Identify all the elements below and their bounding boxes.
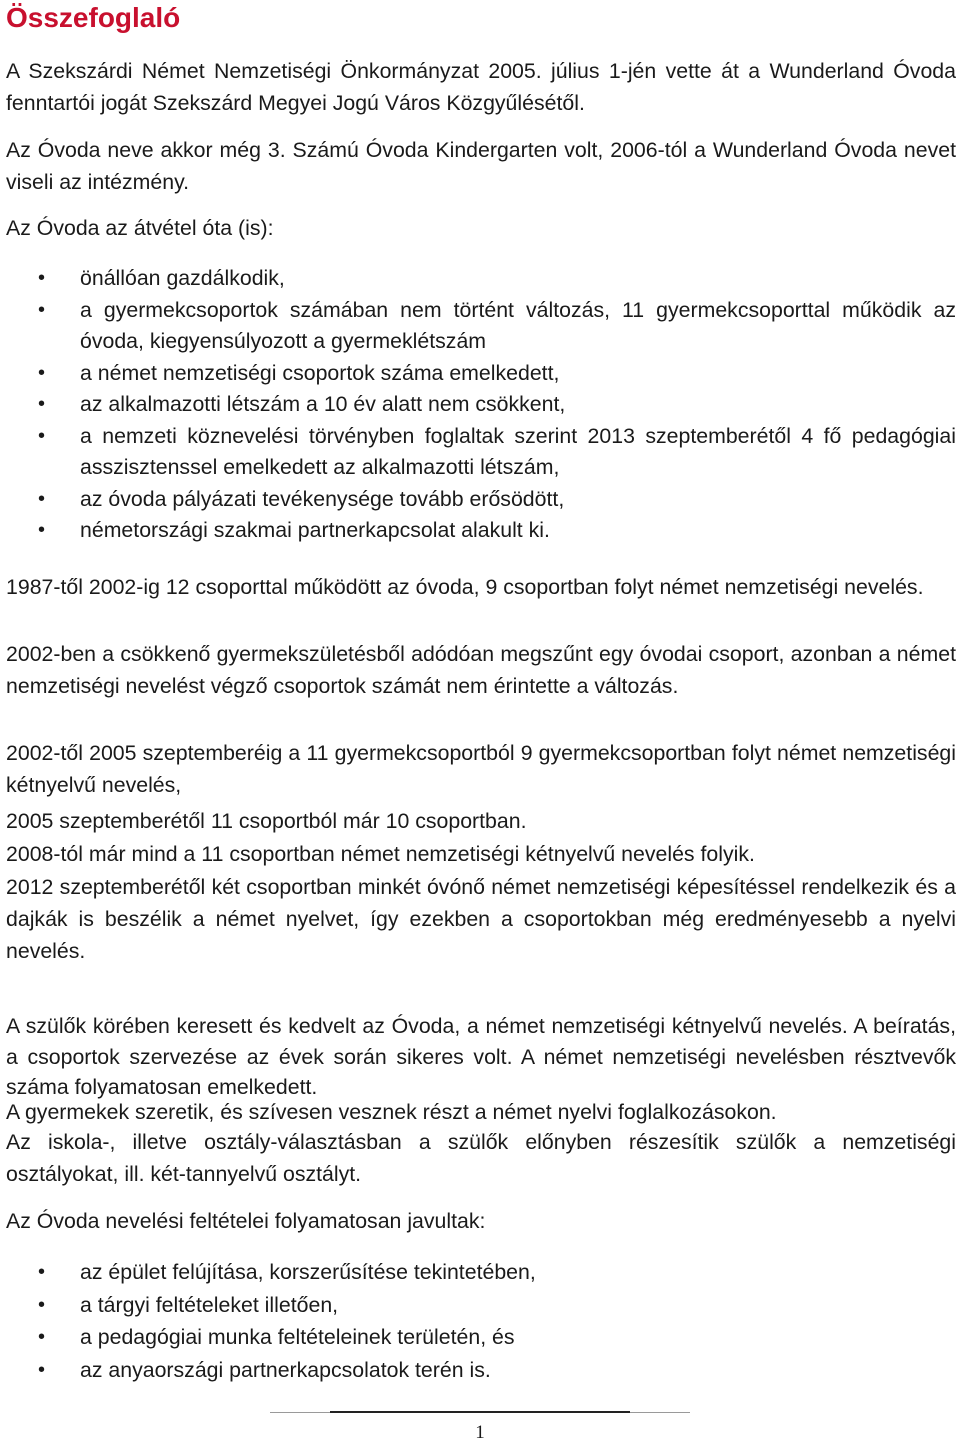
page-number: 1	[475, 1422, 485, 1443]
achievement-item: • a német nemzetiségi csoportok száma emelkedett,	[0, 358, 956, 390]
paragraph-2012: 2012 szeptemberétől két csoportban minkét óvónő német nemzetiségi képesítéssel rendelkezik és a dajkák is beszélik a német nyelvet, így ezekben a csoportokban még eredményesebb a nyelvi nevelés.	[6, 875, 956, 963]
paragraph-conditions: Az Óvoda nevelési feltételei folyamatosan javultak:	[6, 1209, 486, 1233]
paragraph-name-history: Az Óvoda neve akkor még 3. Számú Óvoda Kindergarten volt, 2006-tól a Wunderland Óvoda nevet viseli az intézmény.	[6, 138, 956, 194]
achievement-item: • németországi szakmai partnerkapcsolat alakult ki.	[0, 515, 956, 547]
achievement-item: • az óvoda pályázati tevékenysége tovább erősödött,	[0, 484, 956, 516]
paragraph-2002-2005: 2002-től 2005 szeptemberéig a 11 gyermekcsoportból 9 gyermekcsoportban folyt német nemzetiségi kétnyelvű nevelés,	[6, 741, 956, 797]
condition-item: • a pedagógiai munka feltételeinek területén, és	[0, 1321, 956, 1354]
paragraph-children: A gyermekek szeretik, és szívesen vesznek részt a német nyelvi foglalkozásokon.	[6, 1100, 777, 1124]
paragraph-2008: 2008-tól már mind a 11 csoportban német nemzetiségi kétnyelvű nevelés folyik.	[6, 842, 755, 866]
paragraph-since-takeover: Az Óvoda az átvétel óta (is):	[6, 216, 274, 240]
condition-item: • az anyaországi partnerkapcsolatok terén is.	[0, 1354, 956, 1387]
footer-rule	[270, 1412, 690, 1414]
condition-item: • a tárgyi feltételeket illetően,	[0, 1289, 956, 1322]
paragraph-1987: 1987-től 2002-ig 12 csoporttal működött az óvoda, 9 csoportban folyt német nemzetiségi nevelés.	[6, 575, 924, 599]
achievement-item: • az alkalmazotti létszám a 10 év alatt nem csökkent,	[0, 389, 956, 421]
paragraph-parents: A szülők körében keresett és kedvelt az Óvoda, a német nemzetiségi kétnyelvű nevelés. A beíratás, a csoportok szervezése az évek során sikeres volt. A német nemzetiségi nevelésben résztvevők száma folyamatosan emelkedett.	[6, 1014, 956, 1099]
paragraph-2005: 2005 szeptemberétől 11 csoportból már 10 csoportban.	[6, 809, 527, 833]
achievement-item: • a gyermekcsoportok számában nem történt változás, 11 gyermekcsoporttal működik az óvoda, kiegyensúlyozott a gyermeklétszám	[0, 295, 956, 358]
conditions-list	[0, 1256, 956, 1386]
paragraph-2002-decline: 2002-ben a csökkenő gyermekszületésből adódóan megszűnt egy óvodai csoport, azonban a német nemzetiségi nevelést végző csoportok számát nem érintette a változás.	[6, 642, 956, 698]
achievement-item: • a nemzeti köznevelési törvényben foglaltak szerint 2013 szeptemberétől 4 fő pedagógiai asszisztenssel emelkedett az alkalmazotti létszám,	[0, 421, 956, 484]
achievements-list	[0, 263, 956, 547]
condition-item: • az épület felújítása, korszerűsítése tekintetében,	[0, 1256, 956, 1289]
paragraph-intro: A Szekszárdi Német Nemzetiségi Önkormányzat 2005. július 1-jén vette át a Wunderland Óvoda fenntartói jogát Szekszárd Megyei Jogú Város Közgyűlésétől.	[6, 59, 956, 115]
paragraph-school-choice: Az iskola-, illetve osztály-választásban a szülők előnyben részesítik szülők a nemzetiségi osztályokat, ill. két-tannyelvű osztályt.	[6, 1130, 956, 1186]
achievement-item: • önállóan gazdálkodik,	[0, 263, 956, 295]
page-title: Összefoglaló	[6, 2, 181, 33]
